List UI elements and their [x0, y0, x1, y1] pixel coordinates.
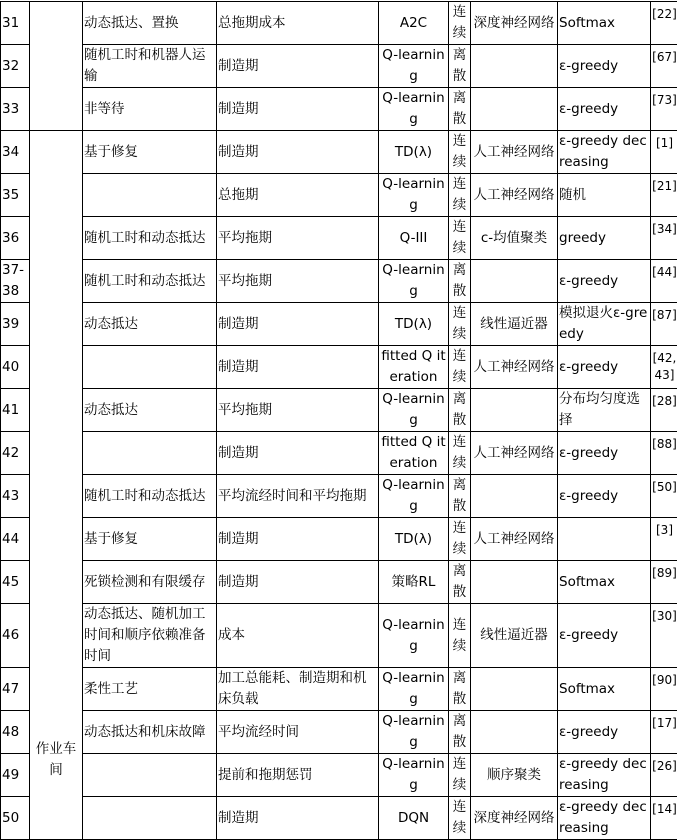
- objective-cell: 制造期: [217, 797, 379, 840]
- state-type-cell: 离散: [449, 561, 471, 604]
- approximator-cell: 人工神经网络: [471, 518, 558, 561]
- approximator-cell: 人工神经网络: [471, 131, 558, 174]
- row-number: 34: [1, 131, 30, 174]
- condition-cell: [83, 797, 217, 840]
- approximator-cell: [471, 561, 558, 604]
- reference-cell: [44]: [651, 260, 677, 303]
- reference-cell: [28]: [651, 389, 677, 432]
- row-number: 39: [1, 303, 30, 346]
- reference-cell: [30]: [651, 604, 677, 668]
- table-row: [1, 88, 677, 131]
- algorithm-cell: Q-learning: [379, 711, 449, 754]
- state-type-cell: 连续: [449, 303, 471, 346]
- algorithm-cell: Q-learning: [379, 45, 449, 88]
- row-number: 47: [1, 668, 30, 711]
- table-row: [1, 303, 677, 346]
- reference-cell: [26]: [651, 754, 677, 797]
- condition-cell: 柔性工艺: [83, 668, 217, 711]
- objective-cell: 平均流经时间和平均拖期: [217, 475, 379, 518]
- condition-cell: [83, 432, 217, 475]
- row-number: 49: [1, 754, 30, 797]
- strategy-cell: ε-greedy: [558, 260, 651, 303]
- condition-cell: [83, 754, 217, 797]
- algorithm-cell: Q-learning: [379, 754, 449, 797]
- reference-cell: [88]: [651, 432, 677, 475]
- state-type-cell: 连续: [449, 217, 471, 260]
- algorithm-cell: A2C: [379, 2, 449, 45]
- table-row: [1, 711, 677, 754]
- reference-cell: [87]: [651, 303, 677, 346]
- row-number: 40: [1, 346, 30, 389]
- row-number: 33: [1, 88, 30, 131]
- algorithm-cell: Q-learning: [379, 88, 449, 131]
- state-type-cell: 连续: [449, 174, 471, 217]
- algorithm-cell: Q-learning: [379, 389, 449, 432]
- reference-cell: [22]: [651, 2, 677, 45]
- algorithm-cell: fitted Q iteration: [379, 346, 449, 389]
- row-number: 31: [1, 2, 30, 45]
- approximator-cell: [471, 711, 558, 754]
- approximator-cell: [471, 389, 558, 432]
- reference-cell: [14]: [651, 797, 677, 840]
- category-cell-job-shop: [30, 131, 83, 840]
- condition-cell: 动态抵达: [83, 303, 217, 346]
- state-type-cell: 离散: [449, 475, 471, 518]
- row-number: 44: [1, 518, 30, 561]
- strategy-cell: ε-greedy: [558, 475, 651, 518]
- objective-cell: 总拖期成本: [217, 2, 379, 45]
- objective-cell: 制造期: [217, 346, 379, 389]
- condition-cell: 动态抵达和机床故障: [83, 711, 217, 754]
- approximator-cell: [471, 45, 558, 88]
- approximator-cell: 深度神经网络: [471, 797, 558, 840]
- row-number: 45: [1, 561, 30, 604]
- state-type-cell: 离散: [449, 88, 471, 131]
- condition-cell: 随机工时和动态抵达: [83, 260, 217, 303]
- approximator-cell: 顺序聚类: [471, 754, 558, 797]
- condition-cell: 随机工时和动态抵达: [83, 217, 217, 260]
- condition-cell: 随机工时和机器人运输: [83, 45, 217, 88]
- reference-cell: [67]: [651, 45, 677, 88]
- algorithm-cell: Q-learning: [379, 668, 449, 711]
- algorithm-cell: Q-learning: [379, 475, 449, 518]
- objective-cell: 制造期: [217, 518, 379, 561]
- strategy-cell: 随机: [558, 174, 651, 217]
- reference-cell: [89]: [651, 561, 677, 604]
- strategy-cell: 分布均匀度选择: [558, 389, 651, 432]
- approximator-cell: [471, 260, 558, 303]
- table-row: [1, 389, 677, 432]
- objective-cell: 制造期: [217, 131, 379, 174]
- strategy-cell: 模拟退火ε-greedy: [558, 303, 651, 346]
- row-number: 35: [1, 174, 30, 217]
- algorithm-cell: TD(λ): [379, 518, 449, 561]
- row-number: 41: [1, 389, 30, 432]
- state-type-cell: 连续: [449, 131, 471, 174]
- strategy-cell: Softmax: [558, 668, 651, 711]
- state-type-cell: 连续: [449, 432, 471, 475]
- objective-cell: 平均拖期: [217, 260, 379, 303]
- objective-cell: 成本: [217, 604, 379, 668]
- objective-cell: 制造期: [217, 303, 379, 346]
- row-number: 37-38: [1, 260, 30, 303]
- approximator-cell: 人工神经网络: [471, 174, 558, 217]
- state-type-cell: 离散: [449, 260, 471, 303]
- rl-scheduling-table: [0, 1, 677, 840]
- algorithm-cell: DQN: [379, 797, 449, 840]
- approximator-cell: [471, 88, 558, 131]
- category-cell-upper: [30, 2, 83, 131]
- table-row: [1, 217, 677, 260]
- condition-cell: 动态抵达、随机加工时间和顺序依赖准备时间: [83, 604, 217, 668]
- table-row: [1, 561, 677, 604]
- objective-cell: 提前和拖期惩罚: [217, 754, 379, 797]
- algorithm-cell: Q-learning: [379, 260, 449, 303]
- objective-cell: 制造期: [217, 561, 379, 604]
- condition-cell: 动态抵达、置换: [83, 2, 217, 45]
- table-row: [1, 754, 677, 797]
- reference-cell: [21]: [651, 174, 677, 217]
- table-row: [1, 518, 677, 561]
- condition-cell: 基于修复: [83, 131, 217, 174]
- reference-cell: [90]: [651, 668, 677, 711]
- state-type-cell: 离散: [449, 389, 471, 432]
- table-row: [1, 45, 677, 88]
- row-number: 46: [1, 604, 30, 668]
- state-type-cell: 离散: [449, 668, 471, 711]
- row-number: 32: [1, 45, 30, 88]
- reference-cell: [42, 43]: [651, 346, 677, 389]
- state-type-cell: 离散: [449, 711, 471, 754]
- state-type-cell: 连续: [449, 518, 471, 561]
- strategy-cell: ε-greedy decreasing: [558, 754, 651, 797]
- strategy-cell: ε-greedy: [558, 45, 651, 88]
- table-row: [1, 432, 677, 475]
- strategy-cell: [558, 518, 651, 561]
- algorithm-cell: Q-learning: [379, 604, 449, 668]
- objective-cell: 制造期: [217, 88, 379, 131]
- approximator-cell: 线性逼近器: [471, 303, 558, 346]
- state-type-cell: 连续: [449, 346, 471, 389]
- table-row: [1, 604, 677, 668]
- state-type-cell: 连续: [449, 797, 471, 840]
- condition-cell: 动态抵达: [83, 389, 217, 432]
- reference-cell: [73]: [651, 88, 677, 131]
- strategy-cell: ε-greedy: [558, 432, 651, 475]
- strategy-cell: ε-greedy: [558, 604, 651, 668]
- condition-cell: 基于修复: [83, 518, 217, 561]
- table-row: [1, 131, 677, 174]
- state-type-cell: 连续: [449, 2, 471, 45]
- strategy-cell: greedy: [558, 217, 651, 260]
- condition-cell: [83, 346, 217, 389]
- condition-cell: 随机工时和动态抵达: [83, 475, 217, 518]
- reference-cell: [34]: [651, 217, 677, 260]
- approximator-cell: [471, 668, 558, 711]
- table-row: [1, 2, 677, 45]
- algorithm-cell: TD(λ): [379, 131, 449, 174]
- table-row: [1, 174, 677, 217]
- state-type-cell: 离散: [449, 45, 471, 88]
- algorithm-cell: Q-learning: [379, 174, 449, 217]
- reference-cell: [17]: [651, 711, 677, 754]
- approximator-cell: 人工神经网络: [471, 432, 558, 475]
- approximator-cell: 人工神经网络: [471, 346, 558, 389]
- reference-cell: [3]: [651, 518, 677, 561]
- approximator-cell: [471, 475, 558, 518]
- condition-cell: 死锁检测和有限缓存: [83, 561, 217, 604]
- table-row: [1, 475, 677, 518]
- objective-cell: 平均流经时间: [217, 711, 379, 754]
- algorithm-cell: fitted Q iteration: [379, 432, 449, 475]
- table-row: [1, 668, 677, 711]
- condition-cell: [83, 174, 217, 217]
- strategy-cell: ε-greedy: [558, 88, 651, 131]
- table-row: [1, 260, 677, 303]
- row-number: 50: [1, 797, 30, 840]
- row-number: 42: [1, 432, 30, 475]
- objective-cell: 制造期: [217, 432, 379, 475]
- table-row: [1, 346, 677, 389]
- row-number: 48: [1, 711, 30, 754]
- objective-cell: 平均拖期: [217, 217, 379, 260]
- state-type-cell: 连续: [449, 754, 471, 797]
- algorithm-cell: 策略RL: [379, 561, 449, 604]
- strategy-cell: ε-greedy: [558, 711, 651, 754]
- reference-cell: [1]: [651, 131, 677, 174]
- approximator-cell: c-均值聚类: [471, 217, 558, 260]
- row-number: 36: [1, 217, 30, 260]
- strategy-cell: ε-greedy: [558, 346, 651, 389]
- reference-cell: [50]: [651, 475, 677, 518]
- algorithm-cell: Q-III: [379, 217, 449, 260]
- row-number: 43: [1, 475, 30, 518]
- table-row: [1, 797, 677, 840]
- condition-cell: 非等待: [83, 88, 217, 131]
- strategy-cell: ε-greedy decreasing: [558, 797, 651, 840]
- algorithm-cell: TD(λ): [379, 303, 449, 346]
- objective-cell: 总拖期: [217, 174, 379, 217]
- approximator-cell: 深度神经网络: [471, 2, 558, 45]
- state-type-cell: 连续: [449, 604, 471, 668]
- objective-cell: 平均拖期: [217, 389, 379, 432]
- strategy-cell: Softmax: [558, 561, 651, 604]
- strategy-cell: Softmax: [558, 2, 651, 45]
- objective-cell: 加工总能耗、制造期和机床负载: [217, 668, 379, 711]
- strategy-cell: ε-greedy decreasing: [558, 131, 651, 174]
- approximator-cell: 线性逼近器: [471, 604, 558, 668]
- category-label: 作业车间: [35, 741, 77, 778]
- objective-cell: 制造期: [217, 45, 379, 88]
